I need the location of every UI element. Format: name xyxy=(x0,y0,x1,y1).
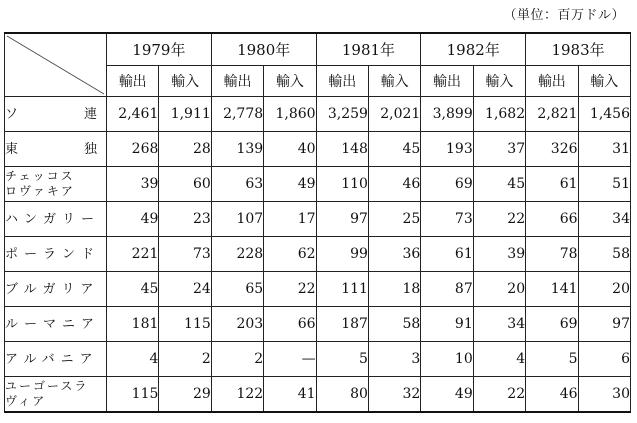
export-value: 65 xyxy=(211,272,263,307)
import-value: 18 xyxy=(368,272,420,307)
export-value: 111 xyxy=(316,272,368,307)
table-row xyxy=(5,307,631,342)
country-name xyxy=(5,97,107,132)
export-value: 63 xyxy=(211,167,263,202)
import-value: 40 xyxy=(264,132,316,167)
import-header: 輸入 xyxy=(368,65,420,97)
export-value: 73 xyxy=(421,202,473,237)
export-value: 221 xyxy=(107,237,159,272)
import-value: 58 xyxy=(578,237,630,272)
export-value: 2,461 xyxy=(107,97,159,132)
export-value: 148 xyxy=(316,132,368,167)
country-name xyxy=(5,167,107,202)
export-value: 87 xyxy=(421,272,473,307)
export-header: 輸出 xyxy=(421,65,473,97)
import-value: 45 xyxy=(473,167,525,202)
import-value: 36 xyxy=(368,237,420,272)
export-value: 49 xyxy=(107,202,159,237)
export-value: 326 xyxy=(526,132,578,167)
trade-table xyxy=(4,32,631,413)
table-row xyxy=(5,237,631,272)
export-value: 49 xyxy=(421,377,473,413)
import-value: 39 xyxy=(473,237,525,272)
import-value: 31 xyxy=(578,132,630,167)
import-value: 34 xyxy=(578,202,630,237)
country-name xyxy=(5,132,107,167)
import-value: 41 xyxy=(264,377,316,413)
year-header: 1980年 xyxy=(211,33,316,65)
import-value: 58 xyxy=(368,307,420,342)
export-value: 2 xyxy=(211,342,263,377)
unit-note: （単位：百万ドル） xyxy=(503,8,625,23)
import-value: 2 xyxy=(159,342,211,377)
import-value: 60 xyxy=(159,167,211,202)
import-value: 4 xyxy=(473,342,525,377)
diagonal-line-icon xyxy=(5,34,106,96)
export-value: 10 xyxy=(421,342,473,377)
country-name: アルバニア xyxy=(5,342,107,377)
export-value: 2,821 xyxy=(526,97,578,132)
export-header: 輸出 xyxy=(107,65,159,97)
import-value: 17 xyxy=(264,202,316,237)
export-value: 69 xyxy=(526,307,578,342)
export-value: 228 xyxy=(211,237,263,272)
export-value: 107 xyxy=(211,202,263,237)
import-value: 62 xyxy=(264,237,316,272)
export-value: 4 xyxy=(107,342,159,377)
import-value: 6 xyxy=(578,342,630,377)
import-value: 115 xyxy=(159,307,211,342)
export-value: 91 xyxy=(421,307,473,342)
year-header: 1983年 xyxy=(526,33,631,65)
import-value: 24 xyxy=(159,272,211,307)
import-value: 22 xyxy=(473,202,525,237)
export-value: 187 xyxy=(316,307,368,342)
export-value: 45 xyxy=(107,272,159,307)
country-name: ブルガリア xyxy=(5,272,107,307)
import-value: 46 xyxy=(368,167,420,202)
import-value: 1,911 xyxy=(159,97,211,132)
import-value: 22 xyxy=(264,272,316,307)
export-value: 61 xyxy=(421,237,473,272)
export-value: 3,259 xyxy=(316,97,368,132)
import-header: 輸入 xyxy=(578,65,630,97)
import-value: 37 xyxy=(473,132,525,167)
country-name: ルーマニア xyxy=(5,307,107,342)
import-value: 29 xyxy=(159,377,211,413)
export-value: 99 xyxy=(316,237,368,272)
export-value: 203 xyxy=(211,307,263,342)
export-value: 110 xyxy=(316,167,368,202)
export-value: 268 xyxy=(107,132,159,167)
import-value: 22 xyxy=(473,377,525,413)
export-value: 61 xyxy=(526,167,578,202)
country-line: ヴィア xyxy=(5,394,47,408)
import-value: 51 xyxy=(578,167,630,202)
import-header: 輸入 xyxy=(473,65,525,97)
table-row xyxy=(5,202,631,237)
import-value: 23 xyxy=(159,202,211,237)
year-header: 1979年 xyxy=(107,33,212,65)
import-value: 1,682 xyxy=(473,97,525,132)
year-header-row xyxy=(5,33,631,65)
import-value: 2,021 xyxy=(368,97,420,132)
export-value: 97 xyxy=(316,202,368,237)
export-value: 78 xyxy=(526,237,578,272)
export-value: 141 xyxy=(526,272,578,307)
import-value: 32 xyxy=(368,377,420,413)
export-value: 69 xyxy=(421,167,473,202)
table-row xyxy=(5,97,631,132)
import-value: 25 xyxy=(368,202,420,237)
export-value: 115 xyxy=(107,377,159,413)
import-value: — xyxy=(264,342,316,377)
export-value: 39 xyxy=(107,167,159,202)
import-value: 28 xyxy=(159,132,211,167)
country-line: ロヴァキア xyxy=(5,184,75,198)
export-value: 193 xyxy=(421,132,473,167)
import-value: 49 xyxy=(264,167,316,202)
table-row xyxy=(5,272,631,307)
year-header: 1982年 xyxy=(421,33,526,65)
country-char: 独 xyxy=(83,141,98,157)
import-header: 輸入 xyxy=(159,65,211,97)
export-value: 3,899 xyxy=(421,97,473,132)
export-value: 80 xyxy=(316,377,368,413)
import-value: 66 xyxy=(264,307,316,342)
table-body xyxy=(5,97,631,413)
country-name: ポーランド xyxy=(5,237,107,272)
import-value: 3 xyxy=(368,342,420,377)
export-value: 46 xyxy=(526,377,578,413)
import-value: 30 xyxy=(578,377,630,413)
import-value: 73 xyxy=(159,237,211,272)
export-header: 輸出 xyxy=(211,65,263,97)
country-char: ソ xyxy=(5,106,20,122)
country-line: チェッコス xyxy=(5,169,75,183)
export-value: 5 xyxy=(316,342,368,377)
table-row xyxy=(5,342,631,377)
export-header: 輸出 xyxy=(526,65,578,97)
import-value: 1,456 xyxy=(578,97,630,132)
export-value: 5 xyxy=(526,342,578,377)
corner-cell xyxy=(5,33,107,97)
import-value: 97 xyxy=(578,307,630,342)
export-value: 122 xyxy=(211,377,263,413)
import-value: 1,860 xyxy=(264,97,316,132)
export-value: 181 xyxy=(107,307,159,342)
import-value: 20 xyxy=(578,272,630,307)
export-value: 139 xyxy=(211,132,263,167)
import-value: 45 xyxy=(368,132,420,167)
country-name: ハンガリー xyxy=(5,202,107,237)
export-header: 輸出 xyxy=(316,65,368,97)
table-row xyxy=(5,167,631,202)
import-value: 34 xyxy=(473,307,525,342)
import-value: 20 xyxy=(473,272,525,307)
country-char: 連 xyxy=(83,106,98,122)
table-row xyxy=(5,132,631,167)
country-name xyxy=(5,377,107,413)
export-value: 66 xyxy=(526,202,578,237)
year-header: 1981年 xyxy=(316,33,421,65)
table-row xyxy=(5,377,631,413)
export-value: 2,778 xyxy=(211,97,263,132)
country-char: 東 xyxy=(5,141,20,157)
import-header: 輸入 xyxy=(264,65,316,97)
country-line: ユーゴースラ xyxy=(5,379,89,393)
